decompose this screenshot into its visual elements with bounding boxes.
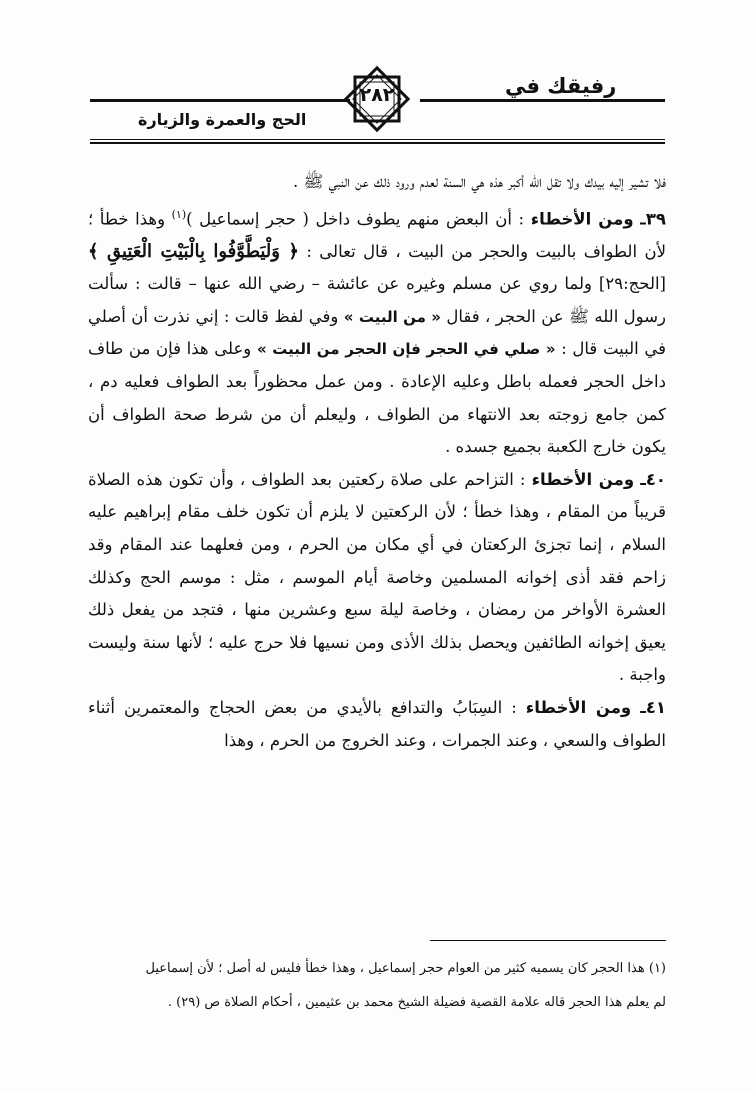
header-rule-under-1 — [90, 139, 665, 140]
item-text: وهذا خطأ ؛ لأن الطواف بالبيت والحجر من البيت ، قال تعالى : — [88, 209, 666, 261]
item-text: : السِبَابُ والتدافع بالأيدي من بعض الحجاج والمعتمرين أثناء الطواف والسعي ، وعند الجمرات ، وعند الخروج من الحرم ، وهذا — [88, 698, 666, 750]
item-label: ومن الأخطاء — [530, 209, 634, 229]
paragraph-item-40 — [88, 464, 666, 692]
item-text: وعلى هذا فإن من طاف داخل الحجر فعمله باطل وعليه الإعادة . ومن عمل محظوراً بعد الطواف فعليه دم ، كمن جامع زوجته بعد الانتهاء من الطواف ، وليعلم أن من شرط صحة الطواف أن يكون خارج الكعبة بجميع جسده . — [88, 339, 666, 457]
item-label: ومن الأخطاء — [525, 698, 632, 717]
item-text: وفي لفظ قالت : إني نذرت أن أصلي في البيت قال : — [88, 306, 667, 359]
item-number: ٤٠ـ — [640, 469, 667, 489]
item-label: ومن الأخطاء — [531, 469, 635, 489]
footnote-line-2: لم يعلم هذا الحجر قاله علامة القصية فضيلة الشيخ محمد بن عثيمين ، أحكام الصلاة ص (٢٩) . — [167, 995, 666, 1010]
running-title-top: رفيقك في — [505, 74, 617, 98]
main-text — [88, 166, 666, 757]
item-text: : التزاحم على صلاة ركعتين بعد الطواف ، وأن تكون هذه الصلاة قريباً من المقام ، وهذا خطأ ؛ لأن الركعتين لا يلزم أن تكون خلف مقام إبراهيم عليه السلام ، إنما تجزئ الركعتان في أي مكان من الحرم ، ومن فعلهما عند المقام وقد زاحم فقد أذى إخوانه المسلمين وخاصة أيام الموسم ، مثل : موسم الحج وكذلك العشرة الأواخر من رمضان ، وخاصة ليلة سبع وعشرين منها ، فتجد من يفعل ذلك يعيق إخوانه الطائفين ويحصل بذلك الأذى ومن نسيها فلا حرج عليه ؛ لأنها سنة وليست واجبة . — [88, 469, 666, 685]
hadith-quote: « صلي في الحجر فإن الحجر من البيت » — [256, 340, 556, 359]
header-rule-under-2 — [90, 142, 665, 144]
item-number: ٤١ـ — [640, 698, 666, 717]
footnote-line-1: (١) هذا الحجر كان يسميه كثير من العوام حجر إسماعيل ، وهذا خطأ فليس له أصل ؛ لأن إسماعيل — [145, 961, 666, 976]
quran-reference: [الحج:٢٩] — [598, 274, 666, 294]
header-rule-left — [90, 99, 350, 102]
item-number: ٣٩ـ — [640, 209, 666, 229]
footnote-reference: (١) — [171, 207, 187, 221]
paragraph-item-39 — [88, 199, 666, 464]
header-rule-top — [420, 99, 665, 102]
footnote-separator — [430, 940, 666, 941]
running-title-bottom: الحج والعمرة والزيارة — [138, 110, 307, 129]
quran-verse: ﴿ وَلْيَطَّوَّفُوا بِالْبَيْتِ الْعَتِيقِ ﴾ — [88, 240, 299, 262]
hadith-quote: « من البيت » — [343, 307, 441, 326]
paragraph-intro: فلا تشير إليه بيدك ولا تقل الله أكبر هذه هي السنة لعدم ورود ذلك عن النبي ﷺ . — [292, 172, 666, 191]
item-text: ولما روي عن مسلم وغيره عن عائشة – رضي الله عنها – قالت : سألت رسول الله ﷺ عن الحجر ، فقال — [88, 274, 666, 326]
page-number-badge — [340, 62, 414, 136]
footnote — [88, 952, 666, 1020]
item-text: : أن البعض منهم يطوف داخل ( حجر إسماعيل ) — [186, 209, 525, 229]
paragraph-item-41 — [88, 692, 666, 757]
page-number: ٢٨٢ — [359, 84, 395, 106]
